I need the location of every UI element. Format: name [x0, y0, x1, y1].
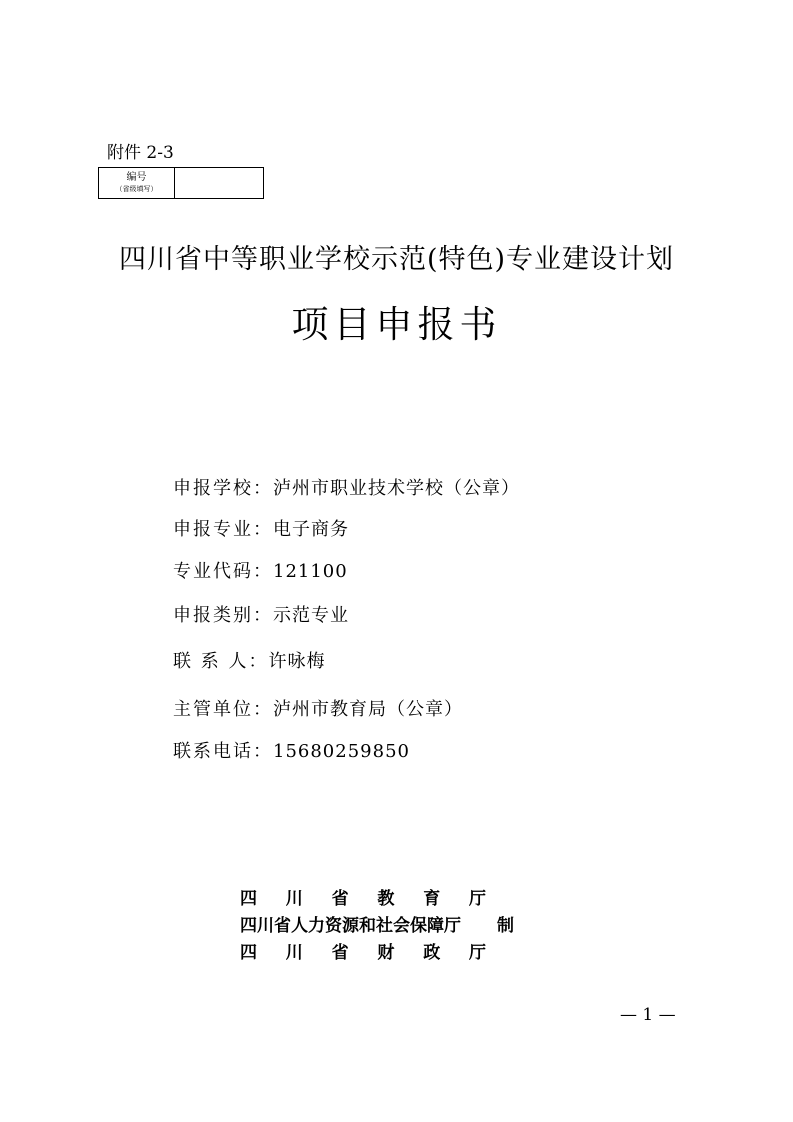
issuer-char: 财	[377, 943, 395, 963]
issuer-made-by: 制	[497, 916, 514, 936]
issuer-education-department	[240, 886, 514, 913]
attachment-label: 附件 2-3	[107, 143, 174, 163]
field-supervising-unit	[173, 698, 463, 722]
serial-number-box	[98, 167, 264, 199]
field-contact-person	[173, 650, 325, 674]
field-major	[173, 518, 349, 542]
issuer-char: 川	[285, 889, 303, 909]
serial-number-label-cell	[99, 168, 175, 198]
serial-number-value	[175, 168, 263, 198]
field-label: 主管单位：	[173, 699, 273, 720]
issuer-char: 省	[331, 889, 349, 909]
document-subtitle: 项目申报书	[291, 303, 502, 346]
issuer-char: 育	[423, 889, 441, 909]
issuer-char: 厅	[468, 889, 486, 909]
field-value: 许咏梅	[268, 651, 326, 672]
field-value: 15680259850	[273, 741, 410, 762]
issuer-char: 四	[240, 889, 257, 909]
field-value: 泸州市职业技术学校（公章）	[273, 478, 520, 499]
issuer-char: 教	[377, 889, 395, 909]
issuer-char: 四	[240, 943, 257, 963]
field-label: 申报类别：	[173, 605, 273, 626]
issuer-char: 政	[423, 943, 441, 963]
issuer-finance-department	[240, 940, 514, 967]
field-label: 申报专业：	[173, 519, 273, 540]
issuer-name: 四川省人力资源和社会保障厅	[240, 916, 461, 936]
field-value: 泸州市教育局（公章）	[273, 699, 463, 720]
field-value: 示范专业	[273, 605, 349, 626]
field-value: 电子商务	[273, 519, 349, 540]
field-label: 联系电话：	[173, 741, 273, 762]
issuing-authorities	[240, 886, 514, 967]
field-label: 申报学校：	[173, 478, 273, 499]
field-category	[173, 604, 349, 628]
issuer-hr-department	[240, 913, 514, 940]
serial-number-note: （省级填写）	[115, 185, 158, 193]
field-phone	[173, 740, 410, 764]
document-title: 四川省中等职业学校示范(特色)专业建设计划	[118, 244, 675, 275]
issuer-char: 川	[285, 943, 303, 963]
page-number: — 1 —	[620, 1005, 676, 1025]
serial-number-label: 编号	[126, 172, 147, 183]
issuer-char: 厅	[468, 943, 486, 963]
field-label: 专业代码：	[173, 561, 273, 582]
issuer-char: 省	[331, 943, 349, 963]
field-major-code	[173, 560, 348, 584]
field-applicant-school	[173, 477, 520, 501]
field-value: 121100	[273, 561, 348, 582]
field-label: 联 系 人：	[173, 651, 269, 672]
